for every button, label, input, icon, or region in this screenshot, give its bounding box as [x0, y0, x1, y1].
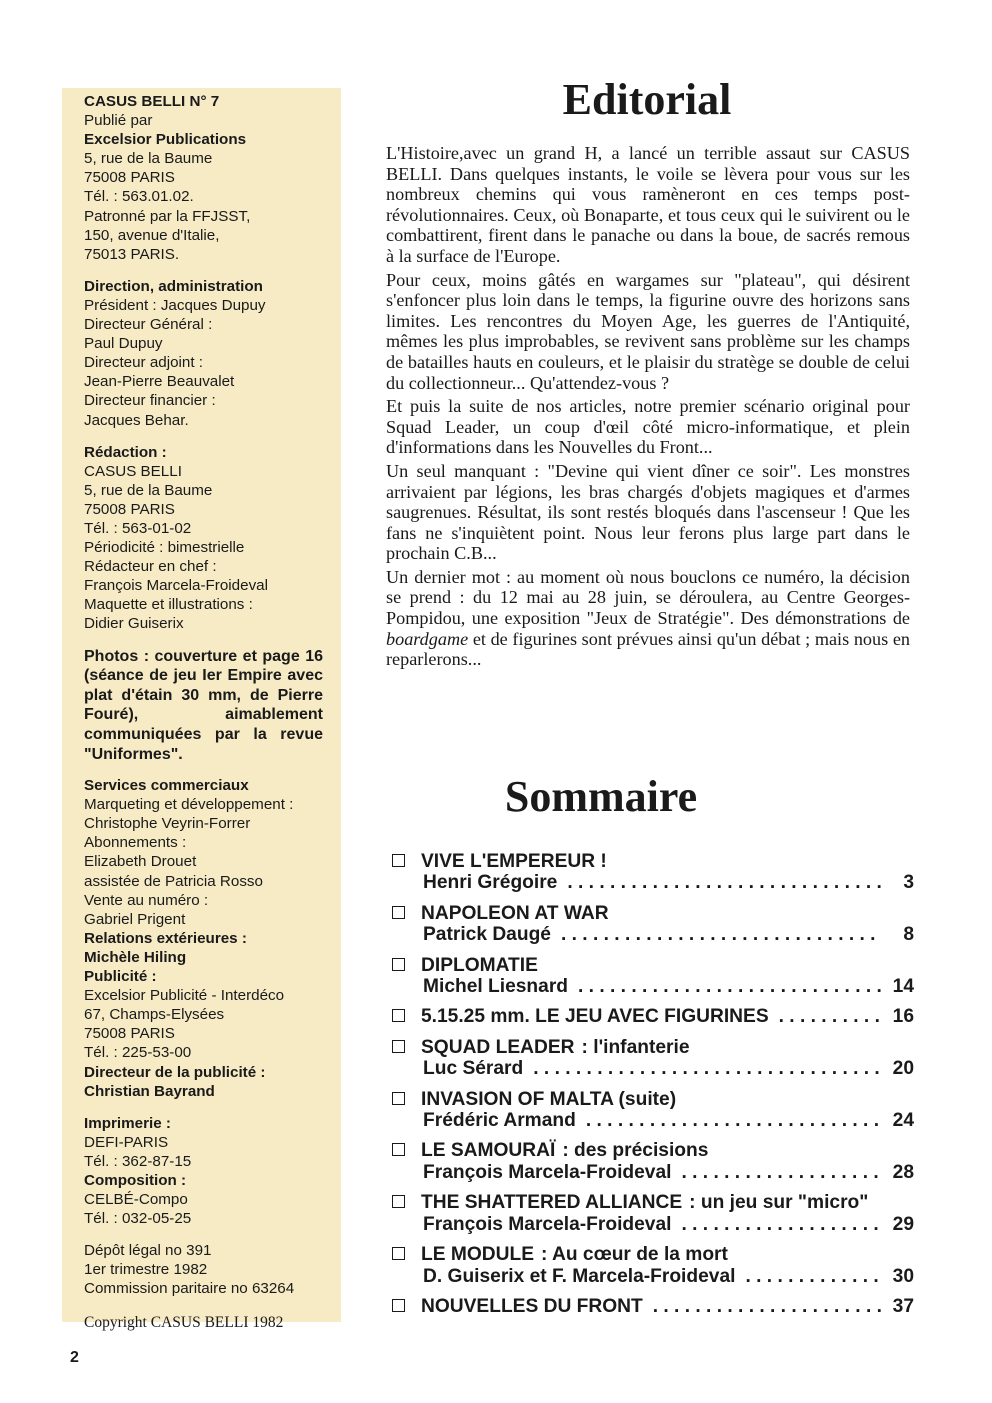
direction-line: Jacques Behar.	[84, 411, 189, 429]
redaction-line: François Marcela-Froideval	[84, 577, 268, 595]
services-line: Marqueting et développement :	[84, 796, 294, 814]
masthead-panel	[62, 88, 341, 1331]
masthead-services	[84, 776, 333, 1101]
toc-entry-title-line	[392, 1140, 920, 1161]
toc-entry-title: INVASION OF MALTA (suite)	[421, 1088, 677, 1110]
table-of-contents	[392, 851, 920, 1326]
publicite-line: Tél. : 225-53-00	[84, 1044, 192, 1062]
editorial-body	[386, 143, 910, 673]
redaction-line: Périodicité : bimestrielle	[84, 539, 245, 557]
toc-entry-author-line	[392, 924, 920, 945]
editorial-text: Un dernier mot : au moment où nous bouclons ce numéro, la décision se prend : du 12 mai au 28 juin, se déroulera, au Centre Georges-Pompidou, une exposition "Jeux de Stratégie". Des démonstrations de	[386, 566, 910, 629]
toc-entry-author-line	[392, 976, 920, 997]
editorial-title: Editorial	[562, 75, 732, 124]
leader-dots	[681, 1162, 882, 1183]
commission-paritaire: Commission paritaire no 63264	[84, 1280, 295, 1298]
publisher-name: Excelsior Publications	[84, 131, 247, 149]
publicite-line: Excelsior Publicité - Interdéco	[84, 987, 285, 1005]
toc-entry[interactable]	[392, 1037, 920, 1080]
toc-entry-title-line	[392, 903, 920, 924]
editorial-paragraph: Un seul manquant : "Devine qui vient dîner ce soir". Les monstres arrivaient par légions, les bras chargés d'objets magiques et d'armes saugrenues. Résultat, ils sont restés bloqués dans l'ascenseur ! Que les fans ne s'inquiètent point. Nous leur ferons plus large part dans le prochain C.B...	[386, 460, 910, 564]
services-line: Vente au numéro :	[84, 891, 209, 909]
toc-entry-author-line	[392, 872, 920, 893]
toc-entry-title: SQUAD LEADER	[421, 1036, 575, 1058]
services-line: assistée de Patricia Rosso	[84, 872, 263, 890]
imprimerie-line: DEFI-PARIS	[84, 1133, 169, 1151]
page-number: 2	[70, 1349, 79, 1366]
editorial-paragraph: L'Histoire,avec un grand H, a lancé un terrible assaut sur CASUS BELLI. Dans quelques instants, le voile se lèvera pour vous sur les nombreux chemins qui vous ramèneront en ces temps post-révolutionnaires. Ceux, où Bonaparte, et tous ceux qui le suivirent ou le combattirent, firent dans le panache ou dans la boue, de sacrés remous à la surface de l'Europe.	[386, 143, 910, 266]
toc-entry-page: 8	[903, 924, 914, 946]
toc-entry-page: 14	[892, 976, 914, 998]
checkbox-square-icon	[392, 906, 405, 919]
toc-entry-author: François Marcela-Froideval	[423, 1161, 672, 1183]
toc-entry[interactable]	[392, 1192, 920, 1235]
publisher-phone: Tél. : 563.01.02.	[84, 188, 194, 206]
toc-entry-page: 3	[903, 872, 914, 894]
toc-entry-title: NAPOLEON AT WAR	[421, 902, 609, 924]
leader-dots	[681, 1214, 882, 1235]
toc-entry[interactable]	[392, 1296, 920, 1317]
published-by-label: Publié par	[84, 112, 153, 130]
checkbox-square-icon	[392, 1195, 405, 1208]
publisher-address-line: 75008 PARIS	[84, 169, 175, 187]
imprimerie-heading: Imprimerie :	[84, 1114, 171, 1132]
redaction-line: CASUS BELLI	[84, 462, 182, 480]
toc-entry-page: 16	[892, 1006, 914, 1028]
editorial-paragraph: Pour ceux, moins gâtés en wargames sur "plateau", qui désirent s'enfoncer plus loin dans le temps, la figurine ouvre des horizons sans limites. Les rencontres du Moyen Age, les guerres de l'Antiquité, mêmes les plus improbables, se revivent sans problème sur les champs de batailles hauts en couleurs, et le plaisir du stratège se double de celui du collectionneur... Qu'attendez-vous ?	[386, 269, 910, 393]
toc-entry-page: 37	[892, 1295, 914, 1317]
composition-heading: Composition :	[84, 1171, 187, 1189]
leader-dots	[578, 976, 882, 997]
direction-line: Jean-Pierre Beauvalet	[84, 373, 235, 391]
ad-director-heading: Directeur de la publicité :	[84, 1063, 266, 1081]
toc-entry-author: D. Guiserix et F. Marcela-Froideval	[423, 1265, 736, 1287]
toc-entry-author: Patrick Daugé	[423, 924, 551, 946]
masthead-imprimerie	[84, 1114, 333, 1229]
publisher-address-line: 5, rue de la Baume	[84, 150, 213, 168]
toc-entry-title-line	[392, 955, 920, 976]
toc-entry-title: DIPLOMATIE	[421, 954, 538, 976]
toc-entry[interactable]	[392, 1089, 920, 1132]
toc-entry-title: LE MODULE	[421, 1244, 534, 1266]
toc-entry-page: 29	[892, 1213, 914, 1235]
toc-entry-author: Michel Liesnard	[423, 976, 569, 998]
copyright: Copyright CASUS BELLI 1982	[84, 1313, 284, 1331]
toc-entry[interactable]	[392, 1140, 920, 1183]
toc-entry-title-line	[392, 1089, 920, 1110]
masthead-publication	[84, 92, 333, 264]
leader-dots	[567, 872, 882, 893]
toc-entry-author: Luc Sérard	[423, 1058, 524, 1080]
patron-line: 75013 PARIS.	[84, 245, 180, 263]
masthead-legal	[84, 1241, 333, 1298]
toc-entry-title: THE SHATTERED ALLIANCE	[421, 1192, 683, 1214]
leader-dots	[561, 924, 882, 945]
toc-entry-author-line	[392, 1110, 920, 1131]
checkbox-square-icon	[392, 958, 405, 971]
toc-entry-title: VIVE L'EMPEREUR !	[421, 851, 607, 872]
editorial-paragraph	[386, 567, 910, 670]
toc-entry-title: LE SAMOURAÏ	[421, 1140, 556, 1162]
editorial-text: et de figurines sont prévues ainsi qu'un débat ; mais nous en reparlerons...	[386, 628, 910, 670]
direction-line: Président : Jacques Dupuy	[84, 296, 266, 314]
toc-entry-title-line	[392, 1296, 920, 1317]
relations-heading: Relations extérieures :	[84, 929, 247, 947]
redaction-line: Tél. : 563-01-02	[84, 519, 192, 537]
direction-line: Directeur adjoint :	[84, 354, 204, 372]
toc-entry-topic: : l'infanterie	[581, 1036, 690, 1058]
leader-dots	[653, 1296, 882, 1317]
toc-entry-author-line	[392, 1058, 920, 1079]
legal-deposit: Dépôt légal no 391	[84, 1242, 212, 1260]
relations-name: Michèle Hiling	[84, 948, 187, 966]
masthead-direction	[84, 277, 333, 430]
composition-line: Tél. : 032-05-25	[84, 1210, 192, 1228]
leader-dots	[533, 1058, 882, 1079]
leader-dots	[745, 1266, 882, 1287]
imprimerie-line: Tél. : 362-87-15	[84, 1152, 192, 1170]
toc-entry[interactable]	[392, 1244, 920, 1287]
redaction-line: 5, rue de la Baume	[84, 481, 213, 499]
direction-line: Directeur Général :	[84, 316, 213, 334]
toc-entry-topic: : un jeu sur "micro"	[689, 1192, 869, 1214]
toc-entry-title-line	[392, 1192, 920, 1213]
redaction-line: Didier Guiserix	[84, 615, 184, 633]
toc-entry-page: 24	[892, 1110, 914, 1132]
legal-quarter: 1er trimestre 1982	[84, 1261, 208, 1279]
services-line: Elizabeth Drouet	[84, 853, 197, 871]
editorial-paragraph: Et puis la suite de nos articles, notre premier scénario original pour Squad Leader, un coup d'œil côté micro-informatique, et plein d'informations dans les Nouvelles du Front...	[386, 396, 910, 458]
patron-line: 150, avenue d'Italie,	[84, 226, 220, 244]
toc-entry[interactable]	[392, 955, 920, 998]
checkbox-square-icon	[392, 1299, 405, 1312]
checkbox-square-icon	[392, 1092, 405, 1105]
editorial-emphasis: boardgame	[386, 628, 469, 649]
toc-entry-author-line	[392, 1162, 920, 1183]
services-line: Abonnements :	[84, 834, 187, 852]
publicite-line: 75008 PARIS	[84, 1025, 175, 1043]
redaction-line: 75008 PARIS	[84, 500, 175, 518]
services-line: Christophe Veyrin-Forrer	[84, 815, 251, 833]
patron-line: Patronné par la FFJSST,	[84, 207, 251, 225]
checkbox-square-icon	[392, 854, 405, 867]
toc-entry-title: 5.15.25 mm. LE JEU AVEC FIGURINES	[421, 1006, 769, 1028]
sommaire-title: Sommaire	[504, 772, 698, 821]
toc-entry-page: 28	[892, 1161, 914, 1183]
toc-entry-title: NOUVELLES DU FRONT	[421, 1295, 643, 1317]
services-heading: Services commerciaux	[84, 777, 249, 795]
ad-director-name: Christian Bayrand	[84, 1082, 215, 1100]
services-line: Gabriel Prigent	[84, 910, 186, 928]
toc-entry-title-line	[392, 1244, 920, 1265]
redaction-heading: Rédaction :	[84, 443, 167, 461]
toc-entry[interactable]	[392, 851, 920, 894]
toc-entry-author: Henri Grégoire	[423, 872, 558, 894]
toc-entry-title-line	[392, 1006, 920, 1027]
masthead-redaction	[84, 443, 333, 634]
toc-entry-author-line	[392, 1266, 920, 1287]
toc-entry-page: 30	[892, 1265, 914, 1287]
leader-dots	[586, 1110, 882, 1131]
direction-line: Directeur financier :	[84, 392, 216, 410]
toc-entry-title-line	[392, 851, 920, 872]
toc-entry-topic: : des précisions	[562, 1140, 709, 1162]
toc-entry-author: Frédéric Armand	[423, 1110, 576, 1132]
toc-entry[interactable]	[392, 903, 920, 946]
publicite-line: 67, Champs-Elysées	[84, 1006, 225, 1024]
magazine-issue: CASUS BELLI N° 7	[84, 93, 220, 110]
photo-credits: Photos : couverture et page 16 (séance de jeu Ier Empire avec plat d'étain 30 mm, de Pierre Fouré), aimablement communiquées par la revue "Uniformes".	[84, 647, 323, 763]
direction-line: Paul Dupuy	[84, 335, 163, 353]
redaction-line: Maquette et illustrations :	[84, 596, 253, 614]
toc-entry-topic: : Au cœur de la mort	[541, 1244, 728, 1266]
leader-dots	[779, 1006, 882, 1027]
checkbox-square-icon	[392, 1040, 405, 1053]
toc-entry-page: 20	[892, 1058, 914, 1080]
checkbox-square-icon	[392, 1143, 405, 1156]
checkbox-square-icon	[392, 1247, 405, 1260]
publicite-heading: Publicité :	[84, 968, 157, 986]
toc-entry-author-line	[392, 1214, 920, 1235]
composition-line: CELBÉ-Compo	[84, 1191, 188, 1209]
checkbox-square-icon	[392, 1009, 405, 1022]
toc-entry-author: François Marcela-Froideval	[423, 1213, 672, 1235]
toc-entry[interactable]	[392, 1006, 920, 1027]
redaction-line: Rédacteur en chef :	[84, 558, 217, 576]
direction-heading: Direction, administration	[84, 277, 263, 295]
toc-entry-title-line	[392, 1037, 920, 1058]
